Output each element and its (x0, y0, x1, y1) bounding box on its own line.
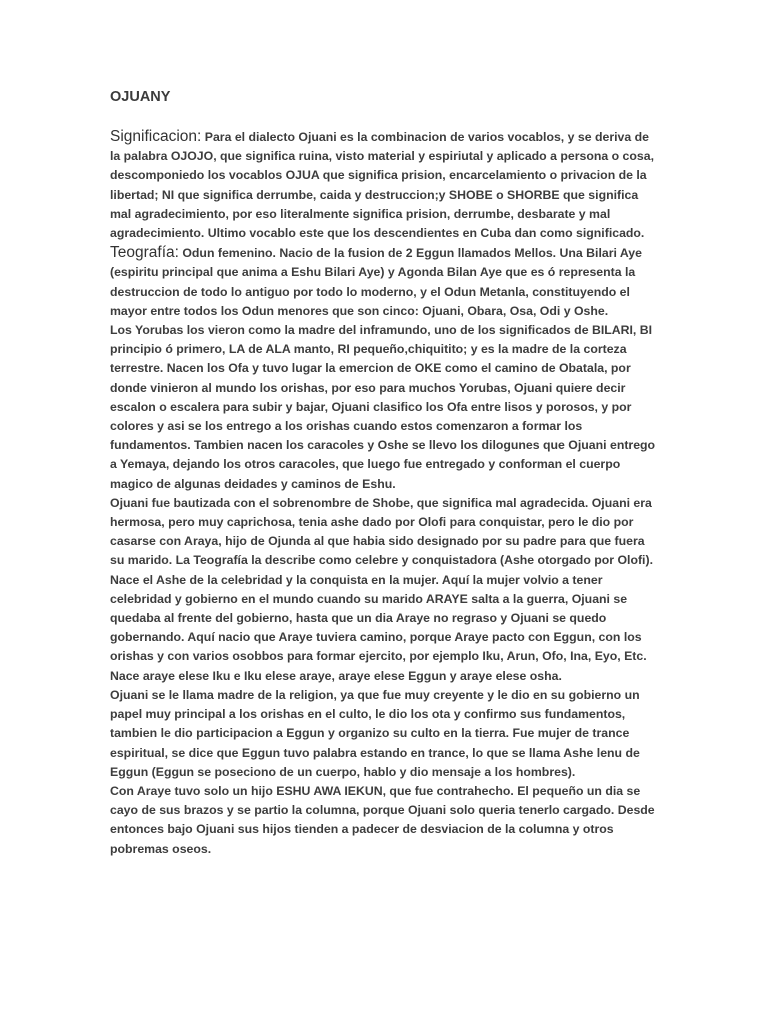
document-page (110, 88, 662, 859)
paragraph-significacion (110, 127, 662, 243)
section-heading-teografia: Teografía: (110, 244, 179, 262)
paragraph: Los Yorubas los vieron como la madre del inframundo, uno de los significados de BILARI, BI principio ó primero, LA de ALA manto, RI pequeño,chiquitito; y es la madre de la corteza terrestre. Nacen los Ofa y tuvo lugar la emercion de OKE como el camino de Obatala, por donde vinieron al mundo los orishas, por eso para muchos Yorubas, Ojuani quiere decir escalon o escalera para subir y bajar, Ojuani clasifico los Ofa entre lisos y porosos, y por colores y asi se los entrego a los orishas cuando estos comenzaron a formar los fundamentos. Tambien nacen los caracoles y Oshe se llevo los dilogunes que Ojuani entrego a Yemaya, dejando los otros caracoles, que luego fue entregado y conforman el cuerpo magico de algunas deidades y caminos de Eshu. (110, 323, 656, 491)
section-heading-significacion: Significacion: (110, 128, 202, 145)
section-text-significacion: Para el dialecto Ojuani es la combinacion de varios vocablos, y se deriva de la palabra OJOJO, que significa ruina, visto material y espiriutal y aplicado a persona o cosa, descomponiedo los vocablos OJUA que significa prision, encarcelamiento o privacion de la libertad; NI que significa derrumbe, caida y destruccion;y SHOBE o SHORBE que significa mal agradecimiento, por eso literalmente significa prision, derrumbe, desbarate y mal agradecimiento. Ultimo vocablo este que los descendientes en Cuba dan como significado. (110, 130, 654, 241)
paragraph: Con Araye tuvo solo un hijo ESHU AWA IEKUN, que fue contrahecho. El pequeño un dia se cayo de sus brazos y se partio la columna, porque Ojuani solo queria tenerlo cargado. Desde entonces bajo Ojuani sus hijos tienden a padecer de desviacion de la columna y otros pobremas oseos. (110, 783, 655, 856)
section-text-teografia: Odun femenino. Nacio de la fusion de 2 Eggun llamados Mellos. Una Bilari Aye (espiritu principal que anima a Eshu Bilari Aye) y Agonda Bilan Aye que es ó representa la destruccion de todo lo antiguo por todo lo moderno, y el Odun Metanla, constituyendo el mayor entre todos los Odun menores que son cinco: Ojuani, Obara, Osa, Odi y Oshe. (110, 246, 642, 318)
paragraph: Nace araye elese Iku e Iku elese araye, araye elese Eggun y araye elese osha. (110, 668, 562, 683)
paragraph-teografia (110, 243, 662, 321)
paragraph: Ojuani fue bautizada con el sobrenombre de Shobe, que significa mal agradecida. Ojuani era hermosa, pero muy caprichosa, tenia ashe dado por Olofi para conquistar, pero le dio por casarse con Araya, hijo de Ojunda al que habia sido designado por su padre para que fuera su marido. La Teografía la describe como celebre y conquistadora (Ashe otorgado por Olofi). Nace el Ashe de la celebridad y la conquista en la mujer. Aquí la mujer volvio a tener celebridad y gobierno en el mundo cuando su marido ARAYE salta a la guerra, Ojuani se quedaba al frente del gobierno, hasta que un dia Araye no regraso y Ojuani se quedo gobernando. Aquí nacio que Araye tuviera camino, porque Araye pacto con Eggun, con los orishas y con varios osobbos para formar ejercito, por ejemplo Iku, Arun, Ofo, Ina, Eyo, Etc. (110, 495, 653, 664)
paragraph: Ojuani se le llama madre de la religion, ya que fue muy creyente y le dio en su gobierno un papel muy principal a los orishas en el culto, le dio los ota y confirmo sus fundamentos, tambien le dio participacion a Eggun y organizo su culto en la tierra. Fue mujer de trance espiritual, se dice que Eggun tuvo palabra estando en trance, lo que se llama Ashe lenu de Eggun (Eggun se poseciono de un cuerpo, hablo y dio mensaje a los hombres). (110, 687, 640, 779)
document-title: OJUANY (110, 89, 171, 105)
